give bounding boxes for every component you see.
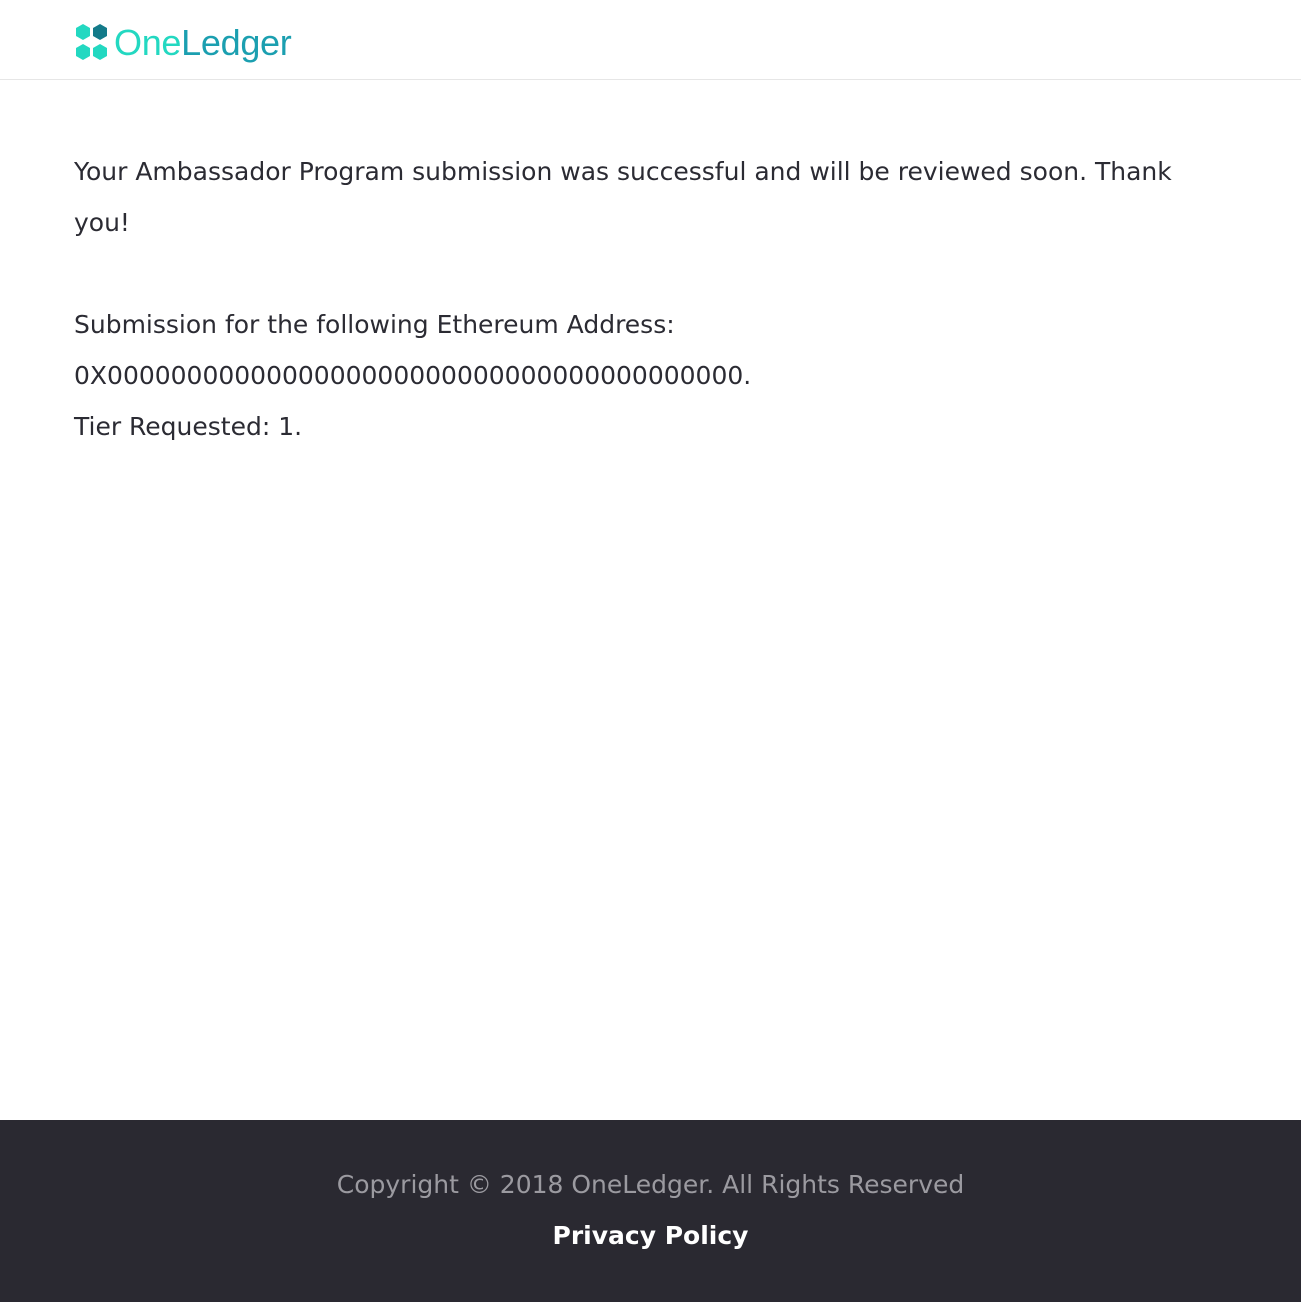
success-message: Your Ambassador Program submission was successful and will be reviewed soon. Thank you!	[74, 157, 1172, 237]
hexagon-logo-icon	[74, 23, 110, 63]
paragraph-spacer	[74, 248, 1224, 299]
logo-wordmark	[114, 22, 291, 64]
site-header	[0, 0, 1301, 80]
address-label: Submission for the following Ethereum Address:	[74, 310, 675, 339]
tier-requested: Tier Requested: 1.	[74, 412, 303, 441]
logo-text-one: One	[114, 22, 182, 63]
logo-text-ledger: Ledger	[181, 22, 292, 63]
copyright-text: Copyright © 2018 OneLedger. All Rights Reserved	[336, 1170, 965, 1199]
submission-confirmation	[74, 146, 1224, 452]
ethereum-address: 0X0000000000000000000000000000000000000000.	[74, 361, 752, 390]
oneledger-logo-link[interactable]	[74, 22, 291, 64]
site-footer	[0, 1120, 1301, 1302]
privacy-policy-link[interactable]: Privacy Policy	[552, 1221, 749, 1250]
